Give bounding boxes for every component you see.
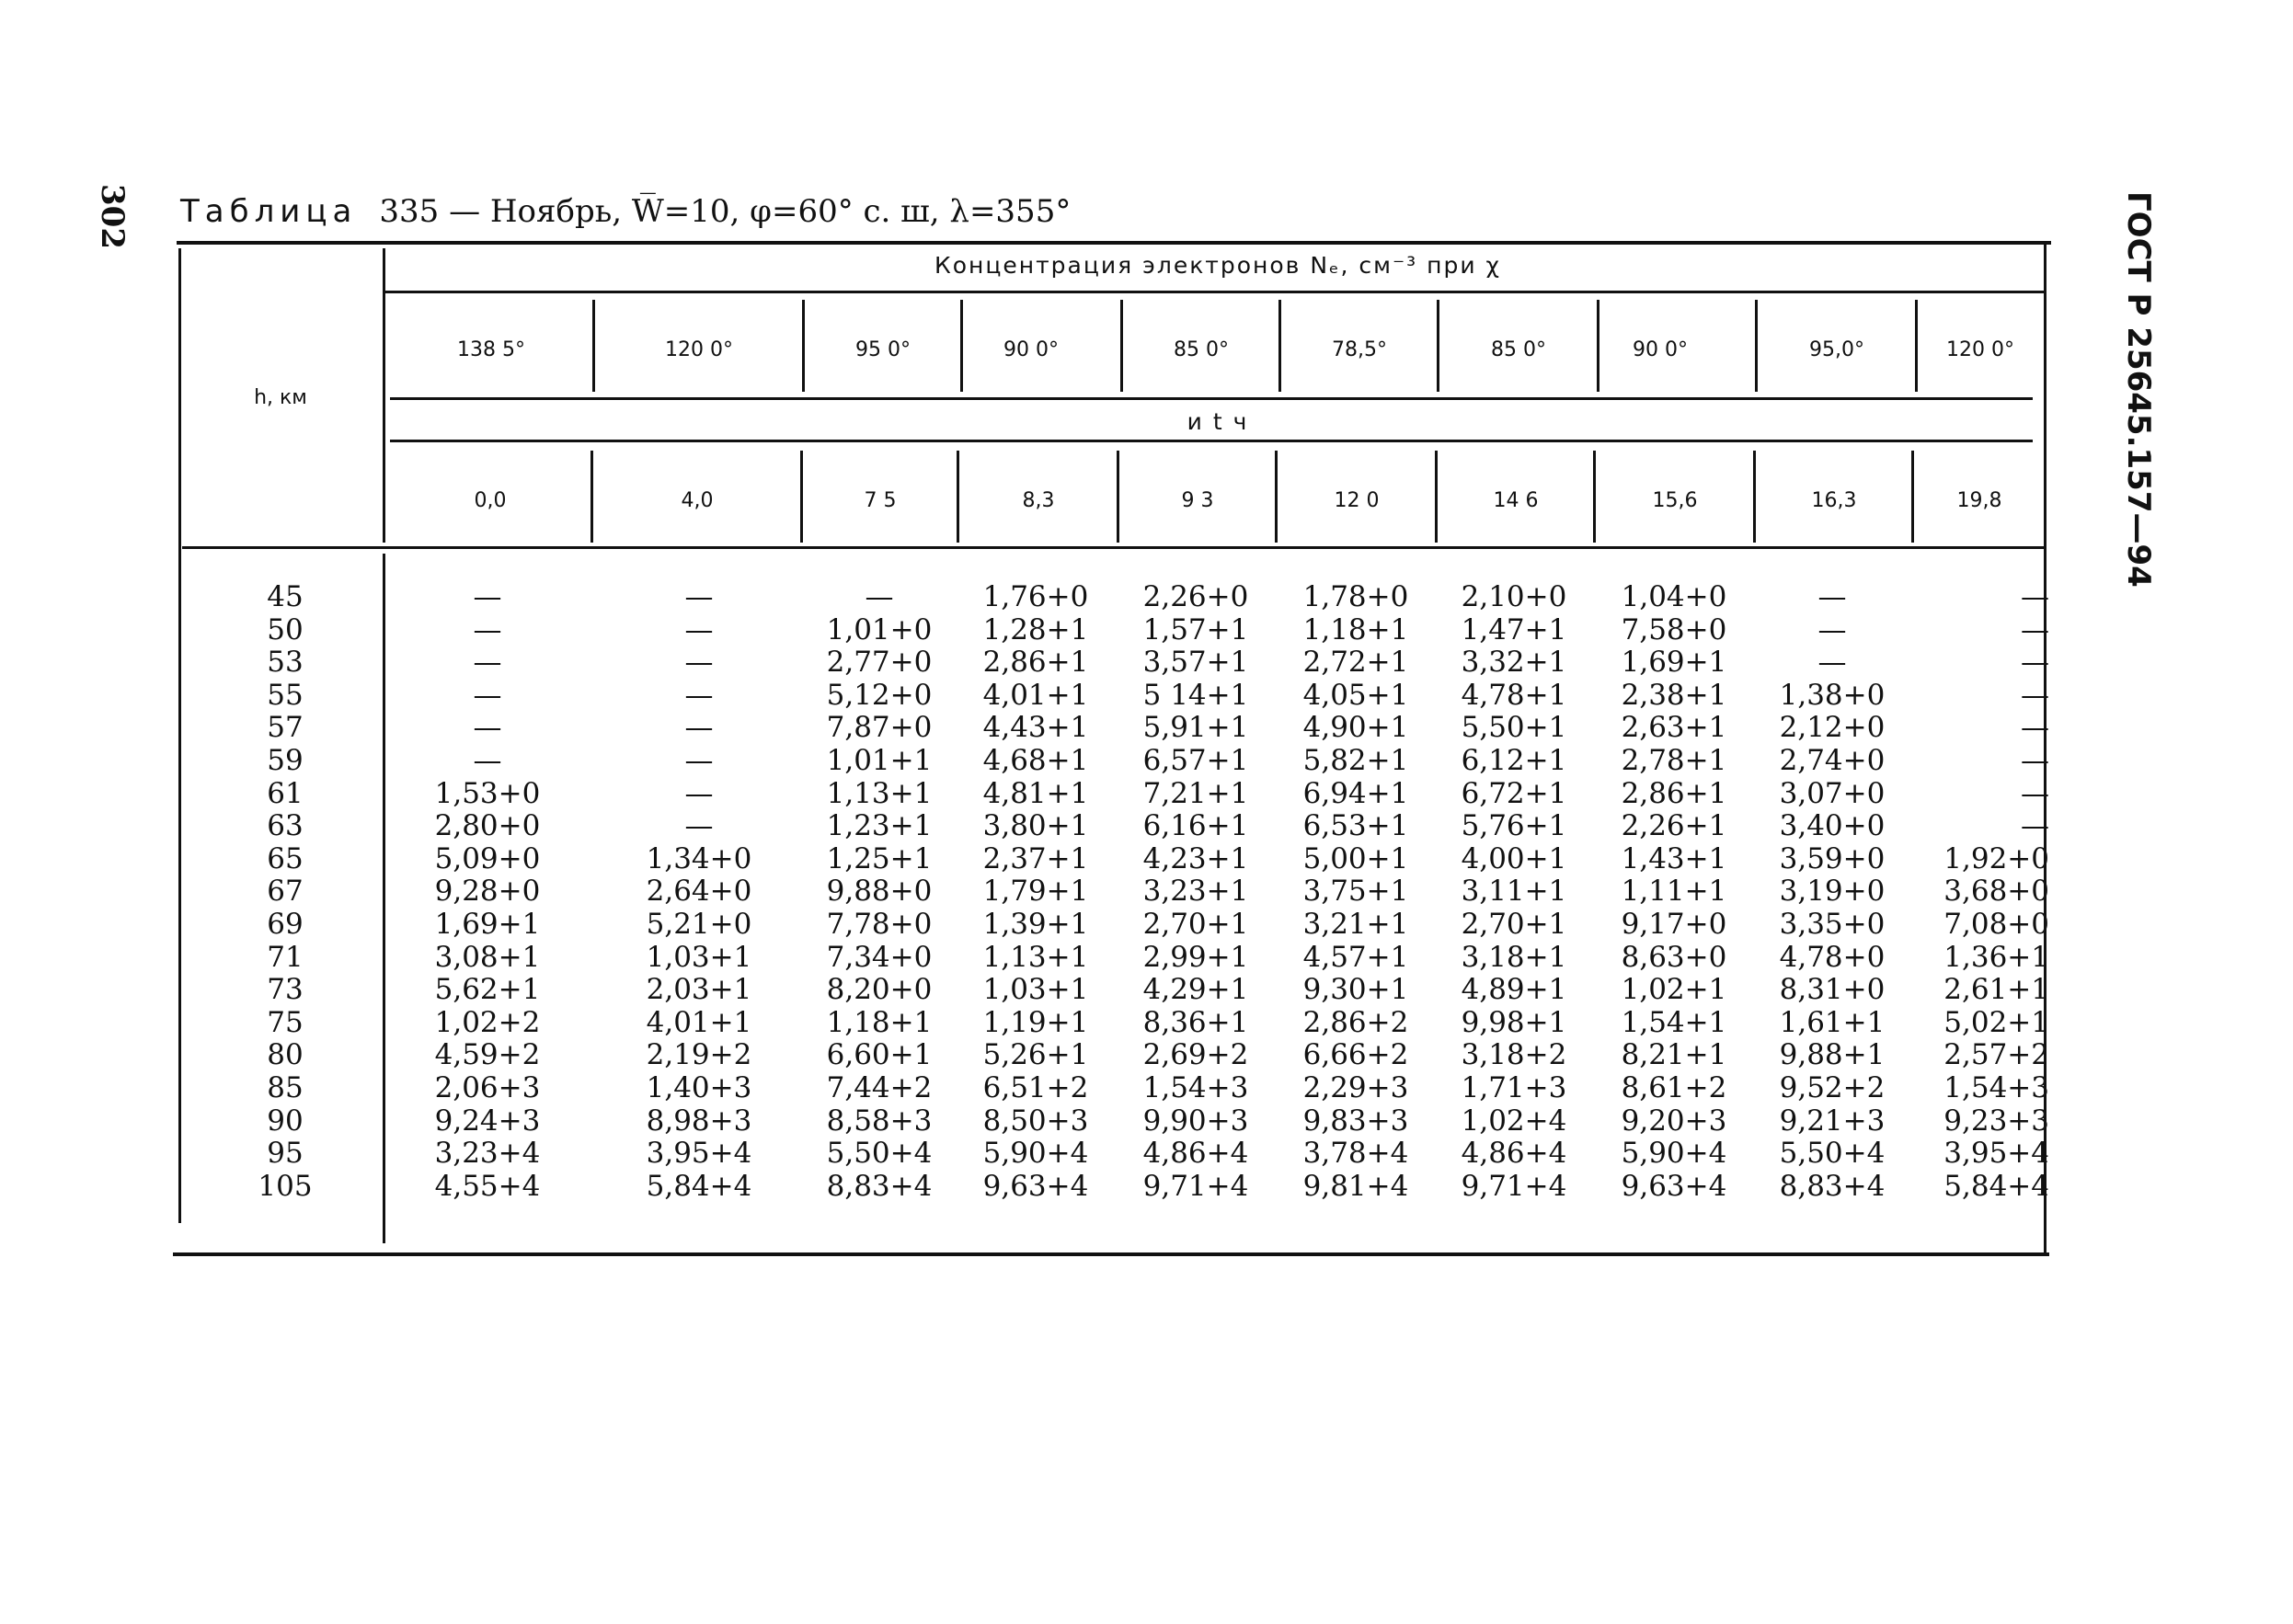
table-caption: Таблица bbox=[180, 193, 358, 230]
t-header: 16,3 bbox=[1811, 489, 1857, 512]
table-cell: 1,01+0 bbox=[826, 612, 933, 646]
table-cell: 4,86+4 bbox=[1461, 1137, 1567, 1171]
table-cell: 1,38+0 bbox=[1779, 678, 1886, 712]
table-cell: 2,12+0 bbox=[1779, 711, 1886, 745]
height-cell: 95 bbox=[267, 1137, 304, 1171]
table-cell: 3,32+1 bbox=[1461, 646, 1567, 680]
table-cell: 8,83+4 bbox=[826, 1169, 933, 1203]
table-cell: 3,59+0 bbox=[1779, 841, 1886, 875]
table-title bbox=[180, 193, 1071, 230]
table-cell: 4,90+1 bbox=[1302, 711, 1409, 745]
table-cell: 2,72+1 bbox=[1302, 646, 1409, 680]
table-cell: 8,63+0 bbox=[1621, 940, 1727, 974]
table-cell: — bbox=[684, 743, 714, 777]
table-cell: 2,03+1 bbox=[646, 973, 752, 1007]
table-cell: — bbox=[684, 776, 714, 810]
table-cell: 3,19+0 bbox=[1779, 875, 1886, 909]
table-cell: 1,43+1 bbox=[1621, 841, 1727, 875]
table-cell: 2,64+0 bbox=[646, 875, 752, 909]
chi-col-divider bbox=[960, 300, 963, 392]
chi-col-divider bbox=[592, 300, 595, 392]
group-header: Концентрация электронов Nₑ, см⁻³ при χ bbox=[934, 252, 1501, 279]
data-column bbox=[953, 581, 1118, 1203]
table-cell: 3,57+1 bbox=[1142, 646, 1249, 680]
table-cell: 2,70+1 bbox=[1461, 907, 1567, 941]
height-cell: 75 bbox=[267, 1005, 304, 1039]
chi-header: 85 0° bbox=[1174, 338, 1229, 361]
table-cell: 8,20+0 bbox=[826, 973, 933, 1007]
table-title-text: 335 — Ноябрь, W̅=10, φ=60° с. ш, λ=355° bbox=[379, 193, 1072, 230]
table-cell: 1,36+1 bbox=[1943, 940, 2049, 974]
table-cell: — bbox=[1817, 612, 1847, 646]
t-col-divider bbox=[1435, 451, 1438, 543]
table-cell: 2,69+2 bbox=[1142, 1038, 1249, 1072]
t-header: 9 3 bbox=[1181, 489, 1214, 512]
chi-col-divider bbox=[802, 300, 805, 392]
t-col-divider bbox=[1275, 451, 1278, 543]
table-cell: 7,21+1 bbox=[1142, 776, 1249, 810]
table-cell: 3,07+0 bbox=[1779, 776, 1886, 810]
chi-header: 90 0° bbox=[1003, 338, 1059, 361]
t-header: 7 5 bbox=[864, 489, 897, 512]
table-cell: 5,09+0 bbox=[434, 841, 541, 875]
table-cell: 1,13+1 bbox=[826, 776, 933, 810]
table-cell: 8,36+1 bbox=[1142, 1005, 1249, 1039]
data-column bbox=[1273, 581, 1439, 1203]
table-cell: 2,26+0 bbox=[1142, 580, 1249, 613]
table-cell: 8,58+3 bbox=[826, 1104, 933, 1138]
t-col-divider bbox=[590, 451, 593, 543]
table-cell: 8,83+4 bbox=[1779, 1169, 1886, 1203]
table-cell: 3,75+1 bbox=[1302, 875, 1409, 909]
height-cell: 45 bbox=[267, 580, 304, 613]
table-cell: 1,01+1 bbox=[826, 743, 933, 777]
table-cell: 6,16+1 bbox=[1142, 809, 1249, 843]
table-cell: 4,23+1 bbox=[1142, 841, 1249, 875]
t-col-divider bbox=[1593, 451, 1596, 543]
table-cell: 9,83+3 bbox=[1302, 1104, 1409, 1138]
table-cell: 1,13+1 bbox=[982, 940, 1089, 974]
table-cell: 1,54+1 bbox=[1621, 1005, 1727, 1039]
table-cell: — bbox=[684, 678, 714, 712]
table-cell: 2,78+1 bbox=[1621, 743, 1727, 777]
table-cell: 3,23+1 bbox=[1142, 875, 1249, 909]
table-cell: 6,51+2 bbox=[982, 1070, 1089, 1104]
table-cell: — bbox=[684, 580, 714, 613]
table-cell: 7,08+0 bbox=[1943, 907, 2049, 941]
t-header: 8,3 bbox=[1022, 489, 1055, 512]
table-cell: 4,57+1 bbox=[1302, 940, 1409, 974]
t-col-divider bbox=[1117, 451, 1119, 543]
table-cell: — bbox=[473, 711, 502, 745]
table-cell: 3,18+1 bbox=[1461, 940, 1567, 974]
table-cell: — bbox=[865, 580, 894, 613]
table-cell: 1,02+1 bbox=[1621, 973, 1727, 1007]
table-cell: — bbox=[473, 612, 502, 646]
table-cell: 8,31+0 bbox=[1779, 973, 1886, 1007]
table-cell: 4,55+4 bbox=[434, 1169, 541, 1203]
table-cell: 3,78+4 bbox=[1302, 1137, 1409, 1171]
chi-header: 95,0° bbox=[1809, 338, 1864, 361]
table-cell: 8,50+3 bbox=[982, 1104, 1089, 1138]
table-cell: 9,23+3 bbox=[1943, 1104, 2049, 1138]
table-cell: 3,35+0 bbox=[1779, 907, 1886, 941]
table-cell: 9,28+0 bbox=[434, 875, 541, 909]
chi-col-divider bbox=[1120, 300, 1123, 392]
table-cell: 3,95+4 bbox=[1943, 1137, 2049, 1171]
table-cell: 8,98+3 bbox=[646, 1104, 752, 1138]
table-cell: 9,88+0 bbox=[826, 875, 933, 909]
data-column bbox=[1113, 581, 1278, 1203]
t-header: 4,0 bbox=[681, 489, 714, 512]
table-cell: 2,06+3 bbox=[434, 1070, 541, 1104]
table-left-edge bbox=[178, 248, 181, 1223]
table-top-rule bbox=[177, 241, 2051, 245]
table-cell: 5,26+1 bbox=[982, 1038, 1089, 1072]
chi-row-rule bbox=[390, 397, 2033, 400]
table-cell: 6,66+2 bbox=[1302, 1038, 1409, 1072]
table-cell: 3,40+0 bbox=[1779, 809, 1886, 843]
table-cell: 2,61+1 bbox=[1943, 973, 2049, 1007]
data-column bbox=[616, 581, 782, 1203]
table-cell: 1,03+1 bbox=[982, 973, 1089, 1007]
table-cell: 1,69+1 bbox=[1621, 646, 1727, 680]
table-cell: 1,03+1 bbox=[646, 940, 752, 974]
table-cell: 4,81+1 bbox=[982, 776, 1089, 810]
data-column bbox=[1911, 581, 2049, 1203]
table-cell: 2,63+1 bbox=[1621, 711, 1727, 745]
table-cell: 3,95+4 bbox=[646, 1137, 752, 1171]
table-cell: 5,02+1 bbox=[1943, 1005, 2049, 1039]
table-cell: 1,47+1 bbox=[1461, 612, 1567, 646]
table-cell: 2,99+1 bbox=[1142, 940, 1249, 974]
table-cell: — bbox=[473, 678, 502, 712]
chi-header: 95 0° bbox=[855, 338, 911, 361]
table-cell: — bbox=[2021, 776, 2049, 810]
table-cell: 1,19+1 bbox=[982, 1005, 1089, 1039]
table-cell: 6,57+1 bbox=[1142, 743, 1249, 777]
t-col-divider bbox=[957, 451, 959, 543]
t-col-divider bbox=[1911, 451, 1914, 543]
table-cell: 9,88+1 bbox=[1779, 1038, 1886, 1072]
page-number: 302 bbox=[94, 184, 131, 249]
table-cell: 5 14+1 bbox=[1142, 678, 1249, 712]
table-cell: 1,53+0 bbox=[434, 776, 541, 810]
t-header: 14 6 bbox=[1493, 489, 1539, 512]
table-cell: 1,39+1 bbox=[982, 907, 1089, 941]
table-cell: — bbox=[2021, 743, 2049, 777]
table-bottom-rule bbox=[173, 1252, 2049, 1256]
table-cell: — bbox=[473, 743, 502, 777]
table-cell: — bbox=[1817, 580, 1847, 613]
table-cell: 5,91+1 bbox=[1142, 711, 1249, 745]
table-cell: 4,78+0 bbox=[1779, 940, 1886, 974]
table-cell: 9,21+3 bbox=[1779, 1104, 1886, 1138]
row-header-height: h, км bbox=[254, 386, 307, 409]
table-cell: 9,81+4 bbox=[1302, 1169, 1409, 1203]
table-cell: 2,86+2 bbox=[1302, 1005, 1409, 1039]
t-col-divider bbox=[1753, 451, 1756, 543]
table-cell: 2,19+2 bbox=[646, 1038, 752, 1072]
table-cell: 9,52+2 bbox=[1779, 1070, 1886, 1104]
chi-col-divider bbox=[1755, 300, 1758, 392]
table-cell: — bbox=[2021, 711, 2049, 745]
table-cell: 7,58+0 bbox=[1621, 612, 1727, 646]
table-cell: 9,30+1 bbox=[1302, 973, 1409, 1007]
table-cell: — bbox=[684, 646, 714, 680]
height-cell: 57 bbox=[267, 711, 304, 745]
height-cell: 71 bbox=[267, 940, 304, 974]
table-cell: 1,40+3 bbox=[646, 1070, 752, 1104]
table-cell: 3,21+1 bbox=[1302, 907, 1409, 941]
table-cell: 3,18+2 bbox=[1461, 1038, 1567, 1072]
table-cell: 5,12+0 bbox=[826, 678, 933, 712]
chi-col-divider bbox=[1278, 300, 1281, 392]
table-cell: 7,78+0 bbox=[826, 907, 933, 941]
t-header: 0,0 bbox=[474, 489, 507, 512]
header-body-rule bbox=[182, 546, 2046, 549]
height-cell: 61 bbox=[267, 776, 304, 810]
table-cell: 9,98+1 bbox=[1461, 1005, 1567, 1039]
table-cell: 4,43+1 bbox=[982, 711, 1089, 745]
height-cell: 53 bbox=[267, 646, 304, 680]
table-cell: 1,25+1 bbox=[826, 841, 933, 875]
table-cell: 6,60+1 bbox=[826, 1038, 933, 1072]
table-cell: 2,26+1 bbox=[1621, 809, 1727, 843]
table-cell: 2,86+1 bbox=[1621, 776, 1727, 810]
table-cell: 2,86+1 bbox=[982, 646, 1089, 680]
chi-header: 78,5° bbox=[1332, 338, 1387, 361]
table-cell: 4,68+1 bbox=[982, 743, 1089, 777]
height-cell: 63 bbox=[267, 809, 304, 843]
chi-header: 120 0° bbox=[1946, 338, 2014, 361]
table-cell: 3,23+4 bbox=[434, 1137, 541, 1171]
table-cell: 1,23+1 bbox=[826, 809, 933, 843]
chi-header: 90 0° bbox=[1633, 338, 1688, 361]
table-cell: 9,71+4 bbox=[1461, 1169, 1567, 1203]
table-cell: 7,87+0 bbox=[826, 711, 933, 745]
table-cell: 2,29+3 bbox=[1302, 1070, 1409, 1104]
table-cell: — bbox=[2021, 809, 2049, 843]
table-cell: — bbox=[473, 580, 502, 613]
table-cell: 6,94+1 bbox=[1302, 776, 1409, 810]
subheader-rule bbox=[390, 440, 2033, 442]
table-cell: 7,44+2 bbox=[826, 1070, 933, 1104]
table-cell: — bbox=[2021, 612, 2049, 646]
data-column bbox=[1749, 581, 1915, 1203]
table-cell: — bbox=[684, 711, 714, 745]
table-cell: — bbox=[684, 809, 714, 843]
table-cell: 1,02+2 bbox=[434, 1005, 541, 1039]
table-cell: 4,89+1 bbox=[1461, 973, 1567, 1007]
table-cell: 4,59+2 bbox=[434, 1038, 541, 1072]
chi-header: 138 5° bbox=[457, 338, 525, 361]
table-cell: 8,61+2 bbox=[1621, 1070, 1727, 1104]
table-cell: 5,00+1 bbox=[1302, 841, 1409, 875]
t-header: 19,8 bbox=[1956, 489, 2002, 512]
table-cell: 5,50+4 bbox=[1779, 1137, 1886, 1171]
table-cell: 5,50+1 bbox=[1461, 711, 1567, 745]
height-cell: 50 bbox=[267, 612, 304, 646]
table-cell: 6,72+1 bbox=[1461, 776, 1567, 810]
table-cell: 2,80+0 bbox=[434, 809, 541, 843]
table-cell: 4,00+1 bbox=[1461, 841, 1567, 875]
table-cell: 5,76+1 bbox=[1461, 809, 1567, 843]
row-header-divider bbox=[383, 248, 385, 543]
table-cell: 8,21+1 bbox=[1621, 1038, 1727, 1072]
chi-col-divider bbox=[1597, 300, 1599, 392]
table-cell: 1,92+0 bbox=[1943, 841, 2049, 875]
document-standard-label: ГОСТ Р 25645.157—94 bbox=[2120, 191, 2157, 588]
t-header: 15,6 bbox=[1652, 489, 1698, 512]
time-subheader: и t ч bbox=[1187, 408, 1249, 435]
data-column bbox=[797, 581, 962, 1203]
height-cell: 73 bbox=[267, 973, 304, 1007]
table-cell: 1,34+0 bbox=[646, 841, 752, 875]
table-cell: 1,79+1 bbox=[982, 875, 1089, 909]
t-header: 12 0 bbox=[1334, 489, 1380, 512]
height-cell: 85 bbox=[267, 1070, 304, 1104]
table-cell: 3,08+1 bbox=[434, 940, 541, 974]
table-cell: 5,84+4 bbox=[646, 1169, 752, 1203]
height-cell: 67 bbox=[267, 875, 304, 909]
data-column bbox=[1591, 581, 1757, 1203]
table-cell: 3,80+1 bbox=[982, 809, 1089, 843]
data-column bbox=[405, 581, 570, 1203]
table-cell: 1,28+1 bbox=[982, 612, 1089, 646]
table-cell: 1,71+3 bbox=[1461, 1070, 1567, 1104]
table-cell: 1,78+0 bbox=[1302, 580, 1409, 613]
table-cell: 9,90+3 bbox=[1142, 1104, 1249, 1138]
table-cell: 6,53+1 bbox=[1302, 809, 1409, 843]
table-cell: — bbox=[473, 646, 502, 680]
table-cell: 2,38+1 bbox=[1621, 678, 1727, 712]
height-cell: 55 bbox=[267, 678, 304, 712]
table-cell: 5,50+4 bbox=[826, 1137, 933, 1171]
height-cell: 59 bbox=[267, 743, 304, 777]
height-cell: 90 bbox=[267, 1104, 304, 1138]
table-cell: 9,17+0 bbox=[1621, 907, 1727, 941]
table-cell: 3,11+1 bbox=[1461, 875, 1567, 909]
table-cell: 1,69+1 bbox=[434, 907, 541, 941]
table-cell: 5,84+4 bbox=[1943, 1169, 2049, 1203]
table-cell: 5,62+1 bbox=[434, 973, 541, 1007]
table-cell: 9,63+4 bbox=[1621, 1169, 1727, 1203]
table-cell: 4,05+1 bbox=[1302, 678, 1409, 712]
data-column bbox=[1431, 581, 1597, 1203]
table-cell: 9,71+4 bbox=[1142, 1169, 1249, 1203]
table-cell: 7,34+0 bbox=[826, 940, 933, 974]
table-cell: 9,20+3 bbox=[1621, 1104, 1727, 1138]
table-cell: 5,90+4 bbox=[1621, 1137, 1727, 1171]
table-cell: 4,01+1 bbox=[646, 1005, 752, 1039]
chi-header: 85 0° bbox=[1491, 338, 1546, 361]
row-header-divider-body bbox=[383, 554, 385, 1243]
chi-header: 120 0° bbox=[665, 338, 733, 361]
table-cell: 4,29+1 bbox=[1142, 973, 1249, 1007]
table-cell: 1,57+1 bbox=[1142, 612, 1249, 646]
table-cell: 1,18+1 bbox=[1302, 612, 1409, 646]
table-cell: 2,77+0 bbox=[826, 646, 933, 680]
table-cell: 2,57+2 bbox=[1943, 1038, 2049, 1072]
table-cell: — bbox=[2021, 580, 2049, 613]
height-cell: 80 bbox=[267, 1038, 304, 1072]
table-cell: 1,61+1 bbox=[1779, 1005, 1886, 1039]
table-cell: 5,90+4 bbox=[982, 1137, 1089, 1171]
table-cell: 4,86+4 bbox=[1142, 1137, 1249, 1171]
table-cell: 3,68+0 bbox=[1943, 875, 2049, 909]
table-cell: 4,01+1 bbox=[982, 678, 1089, 712]
table-cell: 1,54+3 bbox=[1943, 1070, 2049, 1104]
table-cell: 1,18+1 bbox=[826, 1005, 933, 1039]
table-cell: 1,02+4 bbox=[1461, 1104, 1567, 1138]
height-cell: 69 bbox=[267, 907, 304, 941]
table-cell: — bbox=[684, 612, 714, 646]
table-cell: — bbox=[2021, 646, 2049, 680]
table-cell: 2,10+0 bbox=[1461, 580, 1567, 613]
table-cell: 2,37+1 bbox=[982, 841, 1089, 875]
table-cell: 5,21+0 bbox=[646, 907, 752, 941]
table-cell: 2,70+1 bbox=[1142, 907, 1249, 941]
table-cell: 5,82+1 bbox=[1302, 743, 1409, 777]
table-cell: — bbox=[1817, 646, 1847, 680]
height-cell: 105 bbox=[258, 1169, 313, 1203]
table-cell: — bbox=[2021, 678, 2049, 712]
table-cell: 9,63+4 bbox=[982, 1169, 1089, 1203]
table-cell: 1,11+1 bbox=[1621, 875, 1727, 909]
height-column bbox=[230, 581, 340, 1203]
t-col-divider bbox=[800, 451, 803, 543]
table-cell: 2,74+0 bbox=[1779, 743, 1886, 777]
table-cell: 1,76+0 bbox=[982, 580, 1089, 613]
table-cell: 1,54+3 bbox=[1142, 1070, 1249, 1104]
table-cell: 1,04+0 bbox=[1621, 580, 1727, 613]
table-cell: 4,78+1 bbox=[1461, 678, 1567, 712]
table-cell: 6,12+1 bbox=[1461, 743, 1567, 777]
chi-col-divider bbox=[1437, 300, 1439, 392]
group-header-rule bbox=[384, 291, 2046, 293]
chi-col-divider bbox=[1915, 300, 1918, 392]
table-cell: 9,24+3 bbox=[434, 1104, 541, 1138]
height-cell: 65 bbox=[267, 841, 304, 875]
